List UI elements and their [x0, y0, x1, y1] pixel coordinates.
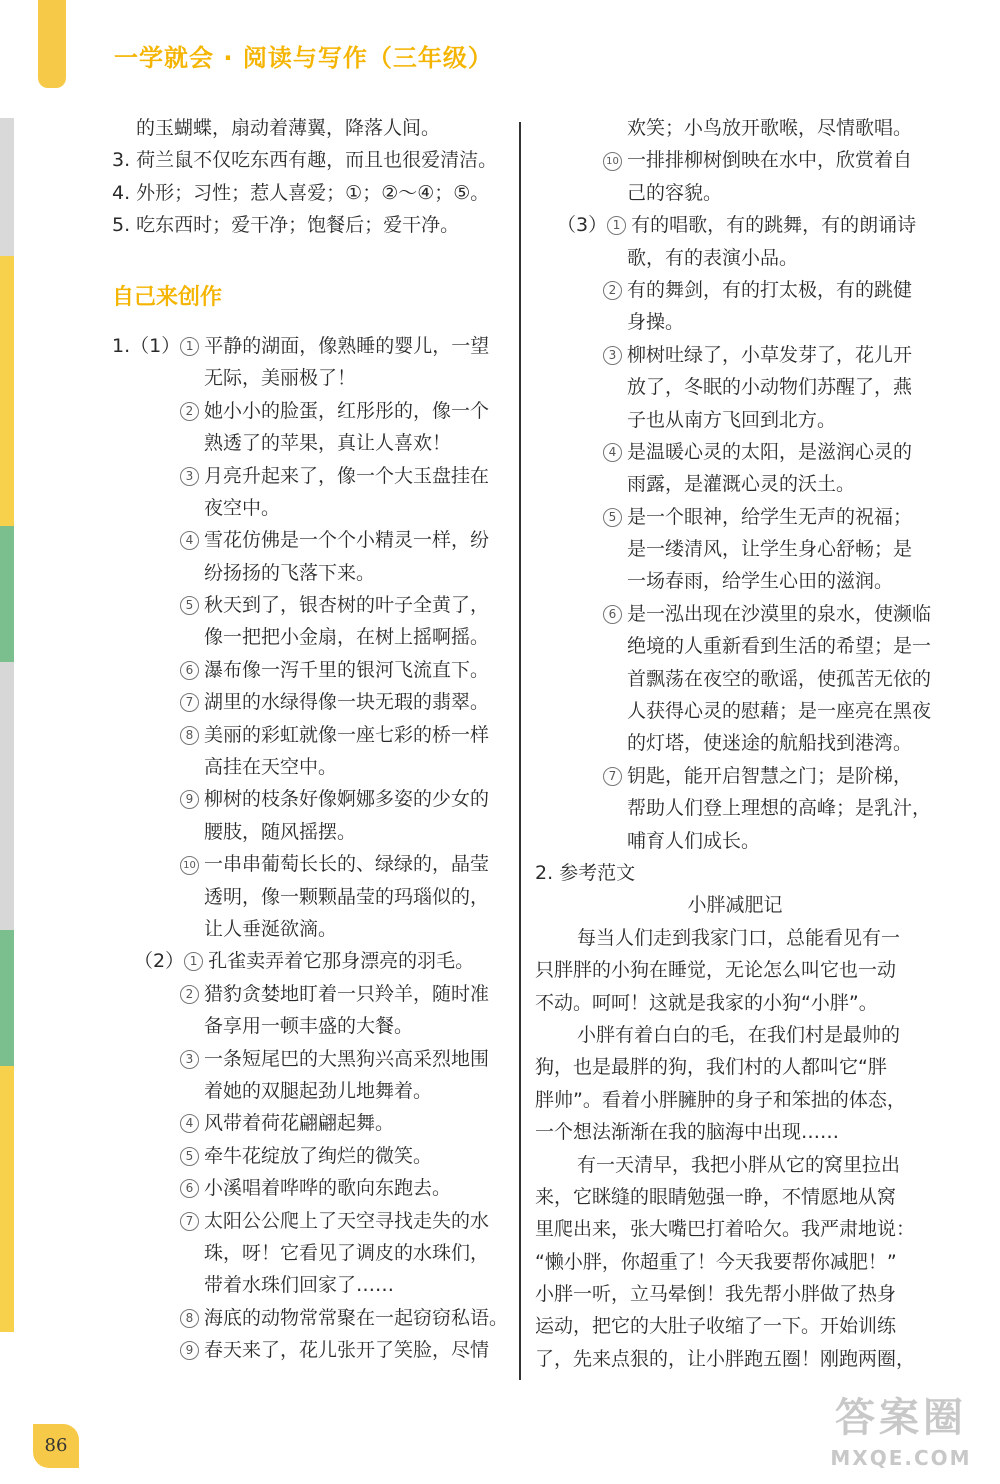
text-line [535, 1149, 935, 1181]
text-line [112, 1075, 512, 1107]
line-text: 放了，冬眠的小动物们苏醒了，燕 [627, 376, 913, 399]
line-text: 瀑布像一泻千里的银河飞流直下。 [204, 658, 490, 681]
line-text: 小胖一听，立马晕倒！我先帮小胖做了热身 [535, 1283, 897, 1306]
circled-number: 8 [180, 726, 199, 745]
line-text: 美丽的彩虹就像一座七彩的桥一样 [204, 723, 490, 746]
text-line [535, 339, 935, 371]
line-text: 了，先来点狠的，让小胖跑五圈！刚跑两圈， [535, 1347, 916, 1370]
text-line [112, 492, 512, 524]
circled-number: 5 [180, 1147, 199, 1166]
text-line [112, 362, 512, 394]
text-line [112, 209, 512, 241]
text-line [112, 177, 512, 209]
text-line [535, 792, 935, 824]
line-text: 首飘荡在夜空的歌谣，使孤苦无依的 [627, 667, 932, 690]
text-line [112, 460, 512, 492]
text-line [112, 1107, 512, 1139]
line-text: 是一泓出现在沙漠里的泉水，使濒临 [627, 602, 932, 625]
text-line [535, 501, 935, 533]
text-line [112, 524, 512, 556]
line-text: 小胖减肥记 [687, 894, 783, 917]
text-line [535, 1343, 935, 1375]
text-line [535, 1246, 935, 1278]
circled-number: 6 [180, 661, 199, 680]
line-text: 人获得心灵的慰藉；是一座亮在黑夜 [627, 700, 932, 723]
line-text: 5. 吃东西时；爱干净；饱餐后；爱干净。 [112, 214, 460, 237]
text-line [112, 1302, 512, 1334]
text-line [535, 436, 935, 468]
text-line [112, 1237, 512, 1269]
text-line [112, 1010, 512, 1042]
text-line [535, 598, 935, 630]
line-text: 3. 荷兰鼠不仅吃东西有趣，而且也很爱清洁。 [112, 149, 498, 172]
line-text: 不动。呵呵！这就是我家的小狗“小胖”。 [535, 991, 878, 1014]
text-line [535, 1084, 935, 1116]
line-text: 着她的双腿起劲儿地舞着。 [204, 1079, 433, 1102]
line-text: 她小小的脸蛋，红彤彤的，像一个 [204, 399, 490, 422]
line-text: 的玉蝴蝶，扇动着薄翼，降落人间。 [136, 117, 441, 139]
circled-number: 5 [180, 596, 199, 615]
text-line [112, 395, 512, 427]
text-line [535, 954, 935, 986]
watermark-logo [808, 1390, 994, 1480]
text-line [535, 1181, 935, 1213]
text-line [535, 727, 935, 759]
line-text: 只胖胖的小狗在睡觉，无论怎么叫它也一动 [535, 959, 897, 982]
line-text: 腰肢，随风摇摆。 [204, 820, 357, 843]
line-text: 有一天清早，我把小胖从它的窝里拉出 [577, 1153, 901, 1176]
color-stripe-green [0, 930, 14, 1066]
circled-number: 6 [603, 605, 622, 624]
color-stripe-gray [0, 662, 14, 930]
text-line [112, 654, 512, 686]
line-text: 一场春雨，给学生心田的滋润。 [627, 570, 894, 593]
text-line [112, 945, 512, 977]
text-line [535, 1019, 935, 1051]
circled-number: 4 [180, 531, 199, 550]
text-line [112, 686, 512, 718]
color-stripe-yellow [0, 1066, 14, 1332]
text-line [112, 1269, 512, 1301]
text-line [535, 825, 935, 857]
text-line [112, 719, 512, 751]
line-text: 孔雀卖弄着它那身漂亮的羽毛。 [208, 950, 475, 973]
text-line [535, 371, 935, 403]
line-text: 平静的湖面，像熟睡的婴儿，一望 [204, 334, 490, 357]
line-text: 是一缕清风，让学生身心舒畅；是 [627, 538, 913, 561]
text-line [535, 630, 935, 662]
line-text: 海底的动物常常聚在一起窃窃私语。 [204, 1306, 509, 1329]
circled-number: 7 [180, 693, 199, 712]
text-line [535, 695, 935, 727]
right-column [535, 112, 935, 1375]
watermark-text: 答案圈 [835, 1395, 967, 1441]
line-text: 一串串葡萄长长的、绿绿的，晶莹 [204, 853, 490, 876]
text-line [535, 468, 935, 500]
text-line [112, 144, 512, 176]
text-line [112, 913, 512, 945]
page-header-title: 一学就会 · 阅读与写作（三年级） [114, 44, 493, 72]
text-line [535, 1278, 935, 1310]
item-prefix: （2） [134, 950, 185, 973]
text-line [112, 978, 512, 1010]
circled-number: 10 [180, 856, 199, 875]
item-prefix: （3） [557, 214, 608, 237]
circled-number: 3 [180, 1050, 199, 1069]
line-text: 有的舞剑，有的打太极，有的跳健 [627, 278, 913, 301]
line-text: 雨露，是灌溉心灵的沃土。 [627, 473, 856, 496]
line-text: 运动，把它的大肚子收缩了一下。开始训练 [535, 1315, 897, 1338]
line-text: 小溪唱着哗哗的歌向东跑去。 [204, 1177, 452, 1200]
column-divider [519, 122, 521, 1380]
circled-number: 4 [603, 443, 622, 462]
circled-number: 7 [603, 767, 622, 786]
line-text: 胖帅”。看着小胖臃肿的身子和笨拙的体态， [535, 1088, 906, 1111]
circled-number: 2 [603, 281, 622, 300]
line-text: 纷扬扬的飞落下来。 [204, 561, 376, 584]
text-line [112, 881, 512, 913]
line-text: 风带着荷花翩翩起舞。 [204, 1112, 395, 1135]
text-line [535, 1213, 935, 1245]
text-line [535, 857, 935, 889]
text-line [112, 1043, 512, 1075]
color-stripe-gray [0, 118, 14, 256]
section-title: 自己来创作 [112, 284, 223, 310]
line-text: 夜空中。 [204, 496, 281, 519]
text-line [535, 242, 935, 274]
line-text: 一个想法渐渐在我的脑海中出现…… [535, 1121, 840, 1144]
line-text: 牵牛花绽放了绚烂的微笑。 [204, 1144, 433, 1167]
line-text: 2. 参考范文 [535, 861, 636, 884]
text-line [535, 404, 935, 436]
text-line [535, 1310, 935, 1342]
line-text: 月亮升起来了，像一个大玉盘挂在 [204, 464, 490, 487]
color-stripe-yellow [0, 256, 14, 526]
line-text: 欢笑；小鸟放开歌喉，尽情歌唱。 [627, 117, 913, 139]
text-line [112, 557, 512, 589]
text-line [535, 987, 935, 1019]
text-line [535, 663, 935, 695]
circled-number: 9 [180, 1341, 199, 1360]
watermark-url: MXQE.COM [830, 1446, 972, 1470]
circled-number: 1 [180, 337, 199, 356]
text-line [535, 144, 935, 176]
article-title [535, 889, 935, 921]
circled-number: 4 [180, 1114, 199, 1133]
line-text: 4. 外形；习性；惹人喜爱；①；②～④；⑤。 [112, 181, 490, 204]
circled-number: 1 [607, 216, 626, 235]
circled-number: 2 [180, 985, 199, 1004]
text-line [112, 112, 512, 144]
circled-number: 8 [180, 1309, 199, 1328]
line-text: 有的唱歌，有的跳舞，有的朗诵诗 [631, 214, 917, 237]
line-text: 身操。 [627, 311, 685, 334]
text-line [535, 1051, 935, 1083]
text-line [535, 274, 935, 306]
line-text: 像一把把小金扇，在树上摇啊摇。 [204, 626, 490, 649]
line-text: 每当人们走到我家门口，总能看见有一 [577, 926, 901, 949]
line-text: 熟透了的苹果，真让人喜欢！ [204, 432, 452, 455]
line-text: 来，它眯缝的眼睛勉强一睁，不情愿地从窝 [535, 1185, 897, 1208]
line-text: 歌，有的表演小品。 [627, 246, 799, 269]
text-line [112, 1334, 512, 1366]
line-text: 子也从南方飞回到北方。 [627, 408, 837, 431]
line-text: 太阳公公爬上了天空寻找走失的水 [204, 1209, 490, 1232]
line-text: 狗，也是最胖的狗，我们村的人都叫它“胖 [535, 1056, 887, 1079]
header-tab [38, 0, 66, 88]
text-line [112, 751, 512, 783]
circled-number: 3 [180, 467, 199, 486]
line-text: 猎豹贪婪地盯着一只羚羊，随时准 [204, 982, 490, 1005]
text-line [112, 783, 512, 815]
text-line [112, 1140, 512, 1172]
line-text: 帮助人们登上理想的高峰；是乳汁， [627, 797, 932, 820]
text-line [535, 922, 935, 954]
line-text: 春天来了，花儿张开了笑脸，尽情 [204, 1339, 490, 1362]
text-line [112, 848, 512, 880]
line-text: 柳树吐绿了，小草发芽了，花儿开 [627, 343, 913, 366]
left-column [112, 112, 512, 1366]
line-text: 哺育人们成长。 [627, 829, 761, 852]
text-line [535, 533, 935, 565]
line-text: 带着水珠们回家了…… [204, 1274, 395, 1297]
text-line [112, 427, 512, 459]
line-text: 备享用一顿丰盛的大餐。 [204, 1015, 414, 1038]
circled-number: 10 [603, 152, 622, 171]
text-line [535, 306, 935, 338]
line-text: 雪花仿佛是一个个小精灵一样，纷 [204, 529, 490, 552]
circled-number: 3 [603, 346, 622, 365]
line-text: 高挂在天空中。 [204, 756, 338, 779]
line-text: 小胖有着白白的毛，在我们村是最帅的 [577, 1023, 901, 1046]
line-text: 湖里的水绿得像一块无瑕的翡翠。 [204, 691, 490, 714]
circled-number: 1 [184, 952, 203, 971]
text-line [535, 177, 935, 209]
line-text: 一条短尾巴的大黑狗兴高采烈地围 [204, 1047, 490, 1070]
text-line [112, 621, 512, 653]
line-text: 一排排柳树倒映在水中，欣赏着自 [627, 149, 913, 172]
line-text: 是一个眼神，给学生无声的祝福； [627, 505, 913, 528]
line-text: 钥匙，能开启智慧之门；是阶梯， [627, 764, 913, 787]
text-line [112, 816, 512, 848]
circled-number: 6 [180, 1179, 199, 1198]
text-line [112, 1172, 512, 1204]
line-text: 透明，像一颗颗晶莹的玛瑙似的， [204, 885, 490, 908]
circled-number: 9 [180, 790, 199, 809]
circled-number: 2 [180, 402, 199, 421]
line-text: “懒小胖，你超重了！今天我要帮你减肥！” [535, 1250, 897, 1273]
line-text: 里爬出来，张大嘴巴打着哈欠。我严肃地说： [535, 1218, 916, 1241]
line-text: 珠，呀！它看见了调皮的水珠们， [204, 1241, 490, 1264]
text-line [535, 565, 935, 597]
line-text: 柳树的枝条好像婀娜多姿的少女的 [204, 788, 490, 811]
text-line [535, 209, 935, 241]
color-stripe-green [0, 526, 14, 662]
line-text: 让人垂涎欲滴。 [204, 917, 338, 940]
circled-number: 7 [180, 1212, 199, 1231]
item-prefix: 1.（1） [112, 334, 181, 357]
line-text: 己的容貌。 [627, 181, 723, 204]
line-text: 的灯塔，使迷途的航船找到港湾。 [627, 732, 913, 755]
line-text: 绝境的人重新看到生活的希望；是一 [627, 635, 932, 658]
text-line [112, 589, 512, 621]
text-line [535, 760, 935, 792]
page-number: 86 [33, 1424, 79, 1468]
line-text: 无际，美丽极了！ [204, 367, 357, 390]
circled-number: 5 [603, 508, 622, 527]
text-line [535, 1116, 935, 1148]
text-line [112, 330, 512, 362]
line-text: 秋天到了，银杏树的叶子全黄了， [204, 594, 490, 617]
text-line [535, 112, 935, 144]
line-text: 是温暖心灵的太阳，是滋润心灵的 [627, 440, 913, 463]
text-line [112, 1205, 512, 1237]
